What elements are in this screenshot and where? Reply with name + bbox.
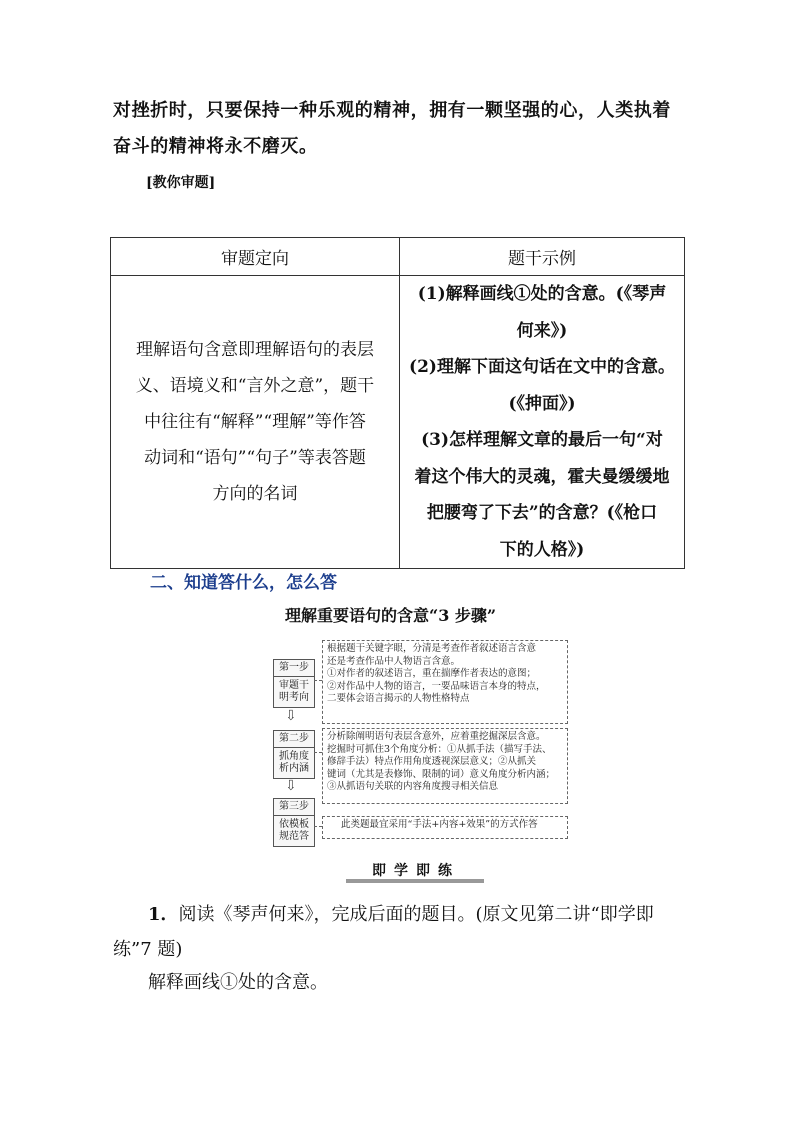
step-2-box: [273, 730, 315, 779]
direction-line: 动词和“语句”“句子”等表答题: [144, 448, 366, 468]
example-line: 把腰弯了下去”的含意？(《枪口: [426, 503, 658, 523]
step-3-box: [273, 798, 315, 847]
examples-cell: [400, 276, 685, 569]
teach-review-tag: [教你审题]: [146, 175, 216, 191]
direction-cell: [111, 276, 400, 569]
step-1-connector: [314, 680, 322, 681]
step-1-detail-line: ②对作品中人物的语言，一要品味语言本身的特点，: [327, 680, 546, 692]
example-line: 何来》): [516, 320, 568, 341]
steps-title: 理解重要语句的含意“3 步骤”: [285, 606, 497, 625]
step-1-head: 第一步: [274, 660, 314, 677]
example-line: (《抻面》): [508, 393, 576, 414]
step-2-detail-line: ③从抓语句关联的内容角度搜寻相关信息: [327, 781, 499, 792]
step-1-body: 审题干: [279, 680, 309, 691]
example-line: 下的人格》): [499, 539, 585, 560]
step-2-detail: [322, 728, 568, 804]
step-3-body: 规范答: [279, 831, 309, 842]
direction-line: 方向的名词: [212, 484, 298, 504]
step-2-detail-line: 挖掘时可抓住3个角度分析：①从抓手法（描写手法、: [327, 743, 552, 755]
step-2-detail-line: 修辞手法）特点作用角度透视深层意义；②从抓关: [327, 756, 537, 767]
step-2-body: 抓角度: [279, 751, 309, 762]
step-3-head: 第三步: [274, 799, 314, 816]
direction-line: 义、语境义和“言外之意”，题干: [135, 376, 375, 396]
down-arrow-icon: ⇩: [285, 778, 297, 794]
example-line: 着这个伟大的灵魂，霍夫曼缓缓地: [414, 466, 670, 487]
table-header-direction: 审题定向: [111, 238, 400, 276]
step-1-detail-line: 根据题干关键字眼，分清是考查作者叙述语言含意: [327, 643, 537, 654]
step-2-body: 析内涵: [279, 763, 309, 774]
step-1-detail: [322, 640, 568, 724]
down-arrow-icon: ⇩: [285, 708, 297, 724]
practice-banner: 即学即练: [372, 863, 460, 879]
review-table: [110, 237, 685, 569]
step-3-detail-line: 此类题最宜采用“手法+内容+效果”的方式作答: [341, 819, 538, 830]
intro-line-2: 奋斗的精神将永不磨灭。: [113, 136, 318, 157]
step-3-connector: [314, 826, 322, 827]
step-2-connector: [314, 752, 322, 753]
step-2-detail-line: 键词（尤其是表修饰、限制的词）意义角度分析内涵；: [327, 768, 556, 780]
step-2-head: 第二步: [274, 731, 314, 748]
table-header-examples: 题干示例: [400, 238, 685, 276]
step-1-body: 明考向: [279, 692, 309, 703]
step-3-detail: [322, 816, 568, 839]
direction-line: 理解语句含意即理解语句的表层: [136, 340, 374, 360]
question-1-line-1: [148, 900, 654, 926]
step-3-body: 依模板: [279, 819, 309, 830]
question-1-line-3: 解释画线①处的含意。: [148, 972, 328, 993]
step-2-detail-line: 分析除阐明语句表层含意外，应着重挖掘深层含意。: [327, 731, 546, 742]
question-1-text: 阅读《琴声何来》，完成后面的题目。(原文见第二讲“即学即: [178, 904, 654, 925]
step-1-box: [273, 659, 315, 708]
step-1-detail-line: ①对作者的叙述语言，重在揣摩作者表达的意图；: [327, 668, 537, 679]
step-1-detail-line: 二要体会语言揭示的人物性格特点: [327, 693, 470, 704]
example-line: (2)理解下面这句话在文中的含意。: [409, 357, 675, 377]
example-line: (1)解释画线①处的含意。(《琴声: [417, 284, 667, 304]
section-heading: 二、知道答什么，怎么答: [150, 573, 337, 593]
intro-line-1: 对挫折时，只要保持一种乐观的精神，拥有一颗坚强的心，人类执着: [113, 100, 671, 121]
direction-line: 中往往有“解释”“理解”等作答: [144, 412, 366, 432]
question-number: 1．: [148, 904, 179, 925]
banner-underline: [346, 879, 484, 883]
example-line: (3)怎样理解文章的最后一句“对: [421, 430, 663, 450]
question-1-line-2: 练”7 题): [113, 939, 183, 960]
step-1-detail-line: 还是考查作品中人物语言含意。: [327, 655, 461, 667]
